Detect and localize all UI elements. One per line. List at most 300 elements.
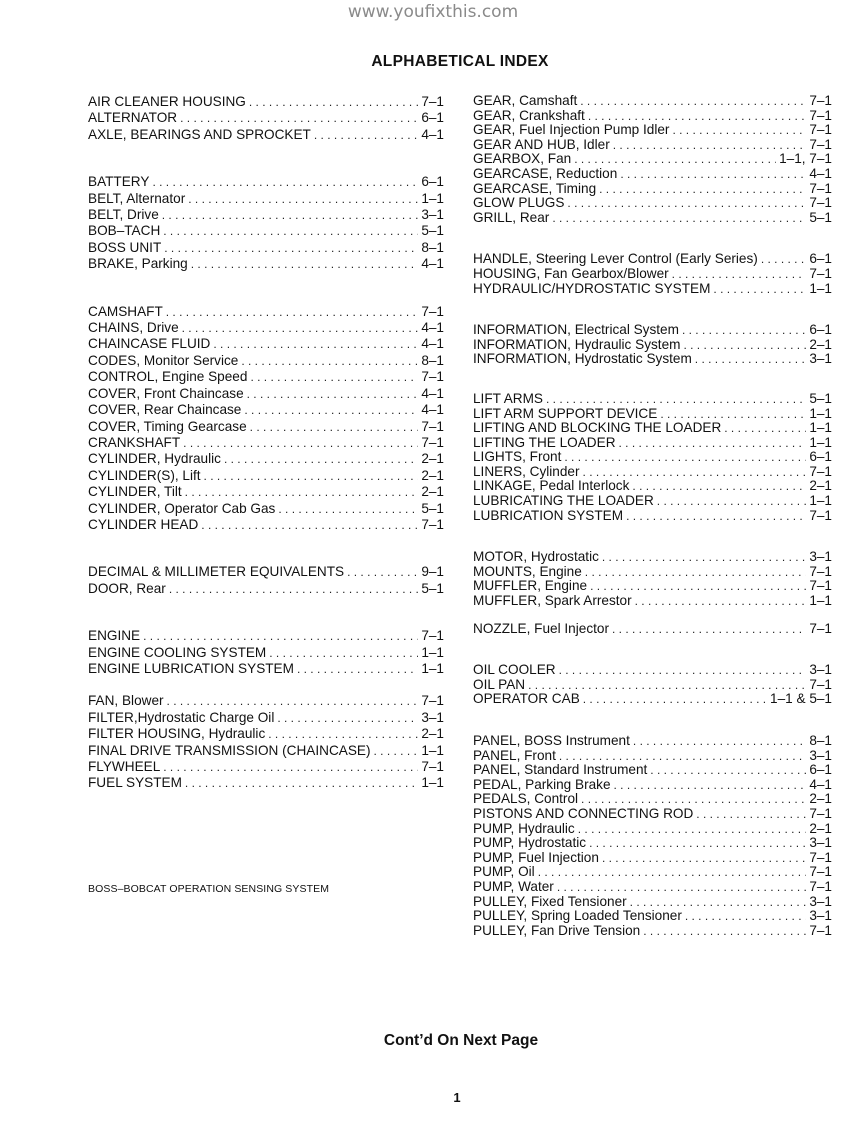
index-entry xyxy=(473,196,832,211)
index-entry xyxy=(473,167,832,182)
index-entry xyxy=(473,494,832,509)
entry-name: ENGINE COOLING SYSTEM xyxy=(88,644,267,660)
dot-leader xyxy=(567,196,806,211)
entry-page: 8–1 xyxy=(809,733,832,748)
entry-name: PUMP, Fuel Injection xyxy=(473,849,599,865)
entry-name: CONTROL, Engine Speed xyxy=(88,369,248,385)
dot-leader xyxy=(588,109,807,124)
entry-page: 3–1 xyxy=(809,908,832,924)
entry-name: ALTERNATOR xyxy=(88,110,178,126)
index-group xyxy=(473,622,832,637)
index-entry xyxy=(473,594,832,609)
entry-page: 1–1 xyxy=(809,280,832,296)
entry-page: 7–1 xyxy=(809,578,832,594)
entry-page: 7–1 xyxy=(809,620,832,636)
entry-page: 6–1 xyxy=(421,174,444,190)
entry-name: MOTOR, Hydrostatic xyxy=(473,549,599,565)
entry-name: LINKAGE, Pedal Interlock xyxy=(473,478,630,494)
entry-page: 4–1 xyxy=(421,336,444,352)
entry-page: 7–1 xyxy=(421,94,444,109)
dot-leader xyxy=(650,763,806,778)
entry-page: 9–1 xyxy=(421,564,444,580)
entry-name: CHAINS, Drive xyxy=(88,320,179,336)
entry-page: 3–1 xyxy=(809,747,832,763)
entry-name: LIFTING THE LOADER xyxy=(473,434,616,450)
entry-name: CRANKSHAFT xyxy=(88,434,181,450)
entry-page: 7–1 xyxy=(421,418,444,434)
dot-leader xyxy=(528,678,806,693)
index-entry xyxy=(88,110,444,126)
entry-page: 1–1 xyxy=(421,660,444,676)
entry-page: 7–1 xyxy=(421,516,444,532)
index-entry xyxy=(473,352,832,367)
entry-name: CYLINDER, Hydraulic xyxy=(88,451,221,467)
entry-name: FINAL DRIVE TRANSMISSION (CHAINCASE) xyxy=(88,742,371,758)
index-entry xyxy=(88,501,444,517)
entry-page: 7–1 xyxy=(809,122,832,138)
entry-name: LUBRICATING THE LOADER xyxy=(473,493,654,509)
dot-leader xyxy=(269,645,418,661)
dot-leader xyxy=(224,451,418,467)
watermark-text[interactable]: www.youfixthis.com xyxy=(347,2,519,22)
entry-page: 7–1 xyxy=(809,136,832,152)
dot-leader xyxy=(613,138,807,153)
index-entry xyxy=(88,451,444,467)
dot-leader xyxy=(713,282,806,297)
entry-page: 3–1 xyxy=(421,207,444,223)
index-group xyxy=(88,693,444,791)
index-entry xyxy=(473,678,832,693)
index-entry xyxy=(473,895,832,910)
entry-name: PANEL, BOSS Instrument xyxy=(473,733,630,748)
index-entry xyxy=(473,152,832,167)
dot-leader xyxy=(163,223,418,239)
entry-page: 4–1 xyxy=(809,165,832,181)
dot-leader xyxy=(143,628,418,644)
index-entry xyxy=(473,692,832,707)
entry-page: 4–1 xyxy=(421,126,444,142)
dot-leader xyxy=(685,909,806,924)
entry-page: 7–1 xyxy=(809,849,832,865)
index-entry xyxy=(88,223,444,239)
dot-leader xyxy=(672,267,807,282)
entry-page: 7–1 xyxy=(809,463,832,479)
index-entry xyxy=(473,622,832,637)
dot-leader xyxy=(583,692,767,707)
entry-name: COVER, Front Chaincase xyxy=(88,385,244,401)
index-entry xyxy=(473,851,832,866)
entry-page: 7–1 xyxy=(809,195,832,211)
entry-page: 4–1 xyxy=(421,385,444,401)
index-entry xyxy=(473,734,832,749)
dot-leader xyxy=(614,778,807,793)
entry-name: CYLINDER(S), Lift xyxy=(88,467,201,483)
dot-leader xyxy=(557,880,806,895)
entry-name: AXLE, BEARINGS AND SPROCKET xyxy=(88,126,311,142)
entry-name: PANEL, Standard Instrument xyxy=(473,762,648,778)
entry-page: 7–1 xyxy=(809,93,832,108)
dot-leader xyxy=(278,501,418,517)
index-entry xyxy=(473,792,832,807)
dot-leader xyxy=(585,565,807,580)
index-entry xyxy=(473,211,832,226)
entry-page: 2–1 xyxy=(809,478,832,494)
index-group xyxy=(473,94,832,225)
entry-page: 7–1 xyxy=(809,878,832,894)
entry-name: PULLEY, Fixed Tensioner xyxy=(473,893,627,909)
entry-name: ENGINE LUBRICATION SYSTEM xyxy=(88,660,294,676)
index-entry xyxy=(88,207,444,223)
dot-leader xyxy=(590,579,806,594)
entry-name: GEARCASE, Reduction xyxy=(473,165,618,181)
entry-page: 4–1 xyxy=(809,776,832,792)
entry-name: LIFT ARMS xyxy=(473,390,543,406)
entry-page: 5–1 xyxy=(421,223,444,239)
dot-leader xyxy=(213,336,418,352)
entry-page: 7–1 xyxy=(421,369,444,385)
index-entry xyxy=(88,94,444,110)
entry-name: BATTERY xyxy=(88,174,150,190)
index-entry xyxy=(473,880,832,895)
index-entry xyxy=(88,402,444,418)
dot-leader xyxy=(632,479,806,494)
entry-name: FILTER,Hydrostatic Charge Oil xyxy=(88,709,275,725)
entry-name: BELT, Drive xyxy=(88,207,159,223)
entry-name: FUEL SYSTEM xyxy=(88,775,182,791)
footnote: BOSS–BOBCAT OPERATION SENSING SYSTEM xyxy=(88,883,330,895)
dot-leader xyxy=(620,167,806,182)
dot-leader xyxy=(683,338,806,353)
index-group xyxy=(473,550,832,608)
index-entry xyxy=(473,749,832,764)
index-entry xyxy=(473,421,832,436)
index-entry xyxy=(88,353,444,369)
entry-name: LUBRICATION SYSTEM xyxy=(473,507,624,523)
dot-leader xyxy=(191,256,419,272)
dot-leader xyxy=(581,792,806,807)
entry-page: 1–1 xyxy=(421,742,444,758)
entry-name: INFORMATION, Electrical System xyxy=(473,322,679,338)
index-group xyxy=(88,628,444,677)
index-group xyxy=(473,663,832,707)
index-entry xyxy=(88,710,444,726)
index-entry xyxy=(88,336,444,352)
entry-page: 5–1 xyxy=(809,390,832,406)
entry-name: GRILL, Rear xyxy=(473,209,550,225)
index-entry xyxy=(473,778,832,793)
entry-page: 7–1 xyxy=(809,265,832,281)
index-entry xyxy=(473,565,832,580)
index-entry xyxy=(88,191,444,207)
dot-leader xyxy=(244,402,418,418)
entry-name: GEAR AND HUB, Idler xyxy=(473,136,610,152)
entry-name: LINERS, Cylinder xyxy=(473,463,580,479)
index-entry xyxy=(473,550,832,565)
index-entry xyxy=(473,822,832,837)
index-entry xyxy=(473,338,832,353)
dot-leader xyxy=(163,759,418,775)
dot-leader xyxy=(696,807,806,822)
dot-leader xyxy=(660,407,806,422)
dot-leader xyxy=(182,320,419,336)
dot-leader xyxy=(626,509,806,524)
entry-name: OPERATOR CAB xyxy=(473,691,580,707)
entry-page: 7–1 xyxy=(809,507,832,523)
dot-leader xyxy=(602,550,806,565)
index-entry xyxy=(473,836,832,851)
index-entry xyxy=(473,138,832,153)
index-entry xyxy=(88,693,444,709)
index-entry xyxy=(88,645,444,661)
entry-name: PULLEY, Spring Loaded Tensioner xyxy=(473,908,682,924)
entry-page: 7–1 xyxy=(809,107,832,123)
index-entry xyxy=(88,304,444,320)
entry-name: HYDRAULIC/HYDROSTATIC SYSTEM xyxy=(473,280,711,296)
entry-name: NOZZLE, Fuel Injector xyxy=(473,620,609,636)
index-entry xyxy=(473,479,832,494)
entry-page: 7–1 xyxy=(421,628,444,644)
index-entry xyxy=(88,468,444,484)
entry-page: 3–1 xyxy=(809,351,832,367)
index-entry xyxy=(473,909,832,924)
index-entry xyxy=(473,267,832,282)
entry-page: 1–1 xyxy=(421,644,444,660)
entry-name: FLYWHEEL xyxy=(88,759,161,774)
entry-name: PULLEY, Fan Drive Tension xyxy=(473,922,641,938)
entry-page: 5–1 xyxy=(421,580,444,596)
index-group xyxy=(88,564,444,597)
index-entry xyxy=(473,182,832,197)
index-entry xyxy=(473,924,832,939)
dot-leader xyxy=(185,484,419,500)
entry-page: 4–1 xyxy=(421,402,444,418)
dot-leader xyxy=(635,594,807,609)
dot-leader xyxy=(250,419,419,435)
index-entry xyxy=(473,94,832,109)
dot-leader xyxy=(552,211,806,226)
entry-page: 1–1 xyxy=(809,405,832,421)
dot-leader xyxy=(612,622,806,637)
entry-page: 7–1 xyxy=(421,693,444,709)
index-group xyxy=(88,94,444,143)
dot-leader xyxy=(682,323,806,338)
page-number: 1 xyxy=(453,1090,461,1105)
entry-name: GEARCASE, Timing xyxy=(473,180,597,196)
entry-name: PUMP, Hydrostatic xyxy=(473,835,587,851)
dot-leader xyxy=(250,369,418,385)
entry-page: 3–1 xyxy=(809,662,832,678)
index-entry xyxy=(88,564,444,580)
entry-page: 2–1 xyxy=(809,336,832,352)
index-entry xyxy=(88,628,444,644)
entry-name: MUFFLER, Engine xyxy=(473,578,588,594)
entry-name: OIL PAN xyxy=(473,676,526,692)
entry-name: BELT, Alternator xyxy=(88,190,186,206)
entry-page: 1–1 xyxy=(809,493,832,509)
entry-name: PANEL, Front xyxy=(473,747,556,763)
dot-leader xyxy=(630,895,807,910)
entry-name: CYLINDER, Tilt xyxy=(88,484,182,500)
dot-leader xyxy=(247,386,419,402)
entry-name: HANDLE, Steering Lever Control (Early Series) xyxy=(473,251,758,267)
index-entry xyxy=(88,127,444,143)
entry-name: INFORMATION, Hydrostatic System xyxy=(473,351,692,367)
entry-name: BRAKE, Parking xyxy=(88,256,188,272)
dot-leader xyxy=(188,191,418,207)
entry-page: 7–1 xyxy=(421,759,444,774)
dot-leader xyxy=(559,749,806,764)
dot-leader xyxy=(180,110,418,126)
index-entry xyxy=(473,663,832,678)
dot-leader xyxy=(167,693,419,709)
index-entry xyxy=(473,436,832,451)
entry-name: CYLINDER HEAD xyxy=(88,516,199,532)
entry-page: 6–1 xyxy=(421,110,444,126)
dot-leader xyxy=(672,123,806,138)
index-entry xyxy=(473,763,832,778)
entry-name: BOSS UNIT xyxy=(88,239,162,255)
entry-name: GEARBOX, Fan xyxy=(473,151,572,167)
dot-leader xyxy=(589,836,806,851)
index-entry xyxy=(473,579,832,594)
dot-leader xyxy=(204,468,419,484)
dot-leader xyxy=(695,352,807,367)
index-entry xyxy=(473,109,832,124)
entry-page: 6–1 xyxy=(809,449,832,465)
dot-leader xyxy=(152,174,418,190)
dot-leader xyxy=(201,517,418,533)
entry-page: 3–1 xyxy=(809,893,832,909)
entry-page: 7–1 xyxy=(809,805,832,821)
entry-page: 7–1 xyxy=(809,676,832,692)
dot-leader xyxy=(546,392,806,407)
index-entry xyxy=(473,123,832,138)
entry-page: 1–1 xyxy=(809,593,832,609)
entry-page: 7–1 xyxy=(809,180,832,196)
index-entry xyxy=(88,174,444,190)
entry-page: 4–1 xyxy=(421,320,444,336)
index-column-right xyxy=(473,94,832,938)
entry-page: 1–1, 7–1 xyxy=(779,151,832,167)
entry-name: DOOR, Rear xyxy=(88,580,166,596)
dot-leader xyxy=(602,851,806,866)
index-entry xyxy=(473,865,832,880)
dot-leader xyxy=(183,435,418,451)
entry-name: INFORMATION, Hydraulic System xyxy=(473,336,681,352)
entry-page: 6–1 xyxy=(809,762,832,778)
entry-name: GEAR, Camshaft xyxy=(473,93,578,108)
entry-page: 1–1 xyxy=(809,434,832,450)
entry-page: 7–1 xyxy=(421,303,444,319)
index-entry xyxy=(473,465,832,480)
entry-name: PEDAL, Parking Brake xyxy=(473,776,611,792)
index-entry xyxy=(88,386,444,402)
dot-leader xyxy=(619,436,807,451)
index-group xyxy=(473,323,832,367)
dot-leader xyxy=(249,94,418,110)
entry-page: 6–1 xyxy=(809,322,832,338)
index-entry xyxy=(88,726,444,742)
entry-page: 2–1 xyxy=(421,726,444,742)
entry-name: CYLINDER, Operator Cab Gas xyxy=(88,500,276,516)
dot-leader xyxy=(657,494,807,509)
entry-name: DECIMAL & MILLIMETER EQUIVALENTS xyxy=(88,564,345,580)
dot-leader xyxy=(538,865,807,880)
dot-leader xyxy=(761,252,806,267)
entry-name: GEAR, Fuel Injection Pump Idler xyxy=(473,122,670,138)
entry-name: CODES, Monitor Service xyxy=(88,352,239,368)
entry-name: COVER, Timing Gearcase xyxy=(88,418,247,434)
dot-leader xyxy=(169,581,419,597)
entry-page: 2–1 xyxy=(421,451,444,467)
dot-leader xyxy=(580,94,806,109)
dot-leader xyxy=(314,127,418,143)
entry-name: FAN, Blower xyxy=(88,693,164,709)
entry-name: PUMP, Water xyxy=(473,878,554,894)
entry-name: PUMP, Oil xyxy=(473,864,535,880)
dot-leader xyxy=(374,743,419,759)
entry-name: BOB–TACH xyxy=(88,223,161,239)
index-entry xyxy=(88,517,444,533)
entry-page: 1–1 xyxy=(809,420,832,436)
entry-page: 3–1 xyxy=(809,835,832,851)
entry-name: PEDALS, Control xyxy=(473,791,579,807)
entry-page: 8–1 xyxy=(421,239,444,255)
dot-leader xyxy=(599,182,806,197)
dot-leader xyxy=(268,726,418,742)
dot-leader xyxy=(724,421,806,436)
dot-leader xyxy=(241,353,418,369)
entry-name: HOUSING, Fan Gearbox/Blower xyxy=(473,265,669,281)
entry-page: 2–1 xyxy=(809,791,832,807)
index-column-left xyxy=(88,94,444,792)
index-group xyxy=(473,252,832,296)
entry-page: 7–1 xyxy=(809,563,832,579)
index-entry xyxy=(88,320,444,336)
entry-name: CAMSHAFT xyxy=(88,303,163,319)
entry-page: 4–1 xyxy=(421,256,444,272)
dot-leader xyxy=(162,207,419,223)
entry-name: GEAR, Crankshaft xyxy=(473,107,585,123)
entry-name: PISTONS AND CONNECTING ROD xyxy=(473,805,694,821)
page-title: ALPHABETICAL INDEX xyxy=(371,53,549,70)
entry-name: AIR CLEANER HOUSING xyxy=(88,94,246,109)
index-entry xyxy=(473,807,832,822)
entry-page: 8–1 xyxy=(421,352,444,368)
index-entry xyxy=(473,407,832,422)
dot-leader xyxy=(185,775,418,791)
entry-name: LIFT ARM SUPPORT DEVICE xyxy=(473,405,658,421)
index-entry xyxy=(88,435,444,451)
index-entry xyxy=(473,252,832,267)
index-entry xyxy=(88,759,444,775)
index-entry xyxy=(88,419,444,435)
entry-page: 6–1 xyxy=(809,251,832,267)
index-entry xyxy=(88,775,444,791)
index-entry xyxy=(88,484,444,500)
index-group xyxy=(88,304,444,534)
entry-name: MUFFLER, Spark Arrestor xyxy=(473,593,632,609)
dot-leader xyxy=(633,734,806,749)
entry-page: 2–1 xyxy=(421,484,444,500)
dot-leader xyxy=(297,661,418,677)
dot-leader xyxy=(583,465,807,480)
entry-page: 1–1 & 5–1 xyxy=(770,691,832,707)
entry-name: ENGINE xyxy=(88,628,141,644)
index-entry xyxy=(88,256,444,272)
dot-leader xyxy=(166,304,419,320)
entry-page: 3–1 xyxy=(421,709,444,725)
